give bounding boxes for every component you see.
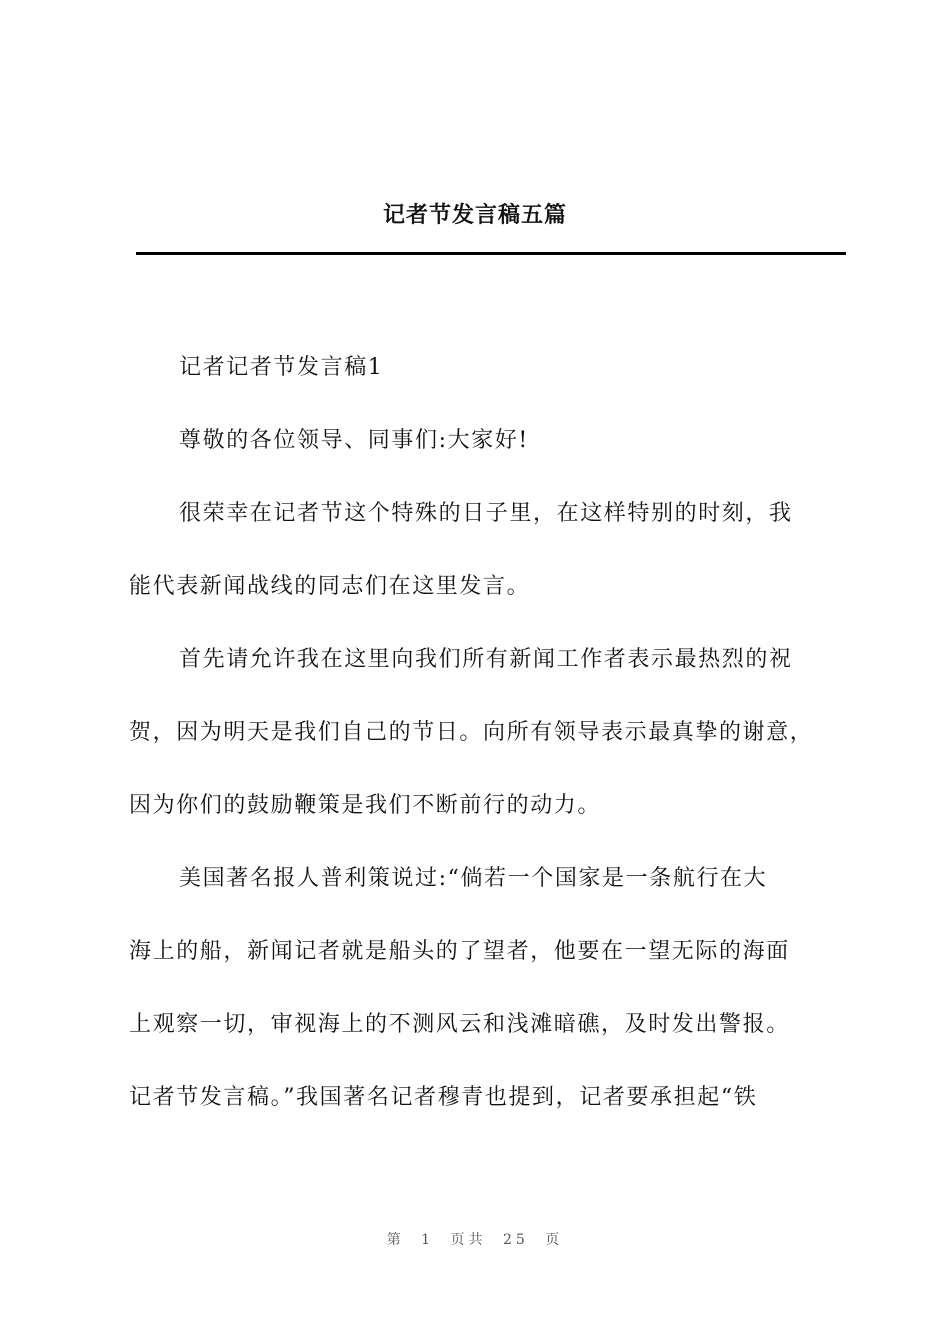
text-line: 贺，因为明天是我们自己的节日。向所有领导表示最真挚的谢意， xyxy=(129,720,814,745)
text-line: 因为你们的鼓励鞭策是我们不断前行的动力。 xyxy=(129,793,602,818)
text-line: 尊敬的各位领导、同事们:大家好! xyxy=(179,428,529,453)
page-title: 记者节发言稿五篇 xyxy=(382,202,567,228)
page-number-footer: 第 1 页共 25 页 xyxy=(386,1232,564,1248)
text-line: 很荣幸在记者节这个特殊的日子里，在这样特别的时刻，我 xyxy=(179,501,793,526)
text-line: 首先请允许我在这里向我们所有新闻工作者表示最热烈的祝 xyxy=(179,647,793,672)
document-body xyxy=(129,348,843,1151)
paragraph-heading: 记者记者节发言稿1 xyxy=(179,355,384,380)
text-line: 海上的船，新闻记者就是船头的了望者，他要在一望无际的海面 xyxy=(129,939,790,964)
text-line: 上观察一切，审视海上的不测风云和浅滩暗礁，及时发出警报。 xyxy=(129,1012,790,1037)
title-divider xyxy=(136,252,846,255)
text-line: 美国著名报人普利策说过:“倘若一个国家是一条航行在大 xyxy=(179,866,768,891)
text-line: 记者节发言稿。”我国著名记者穆青也提到，记者要承担起“铁 xyxy=(129,1085,758,1110)
text-line: 能代表新闻战线的同志们在这里发言。 xyxy=(129,574,531,599)
